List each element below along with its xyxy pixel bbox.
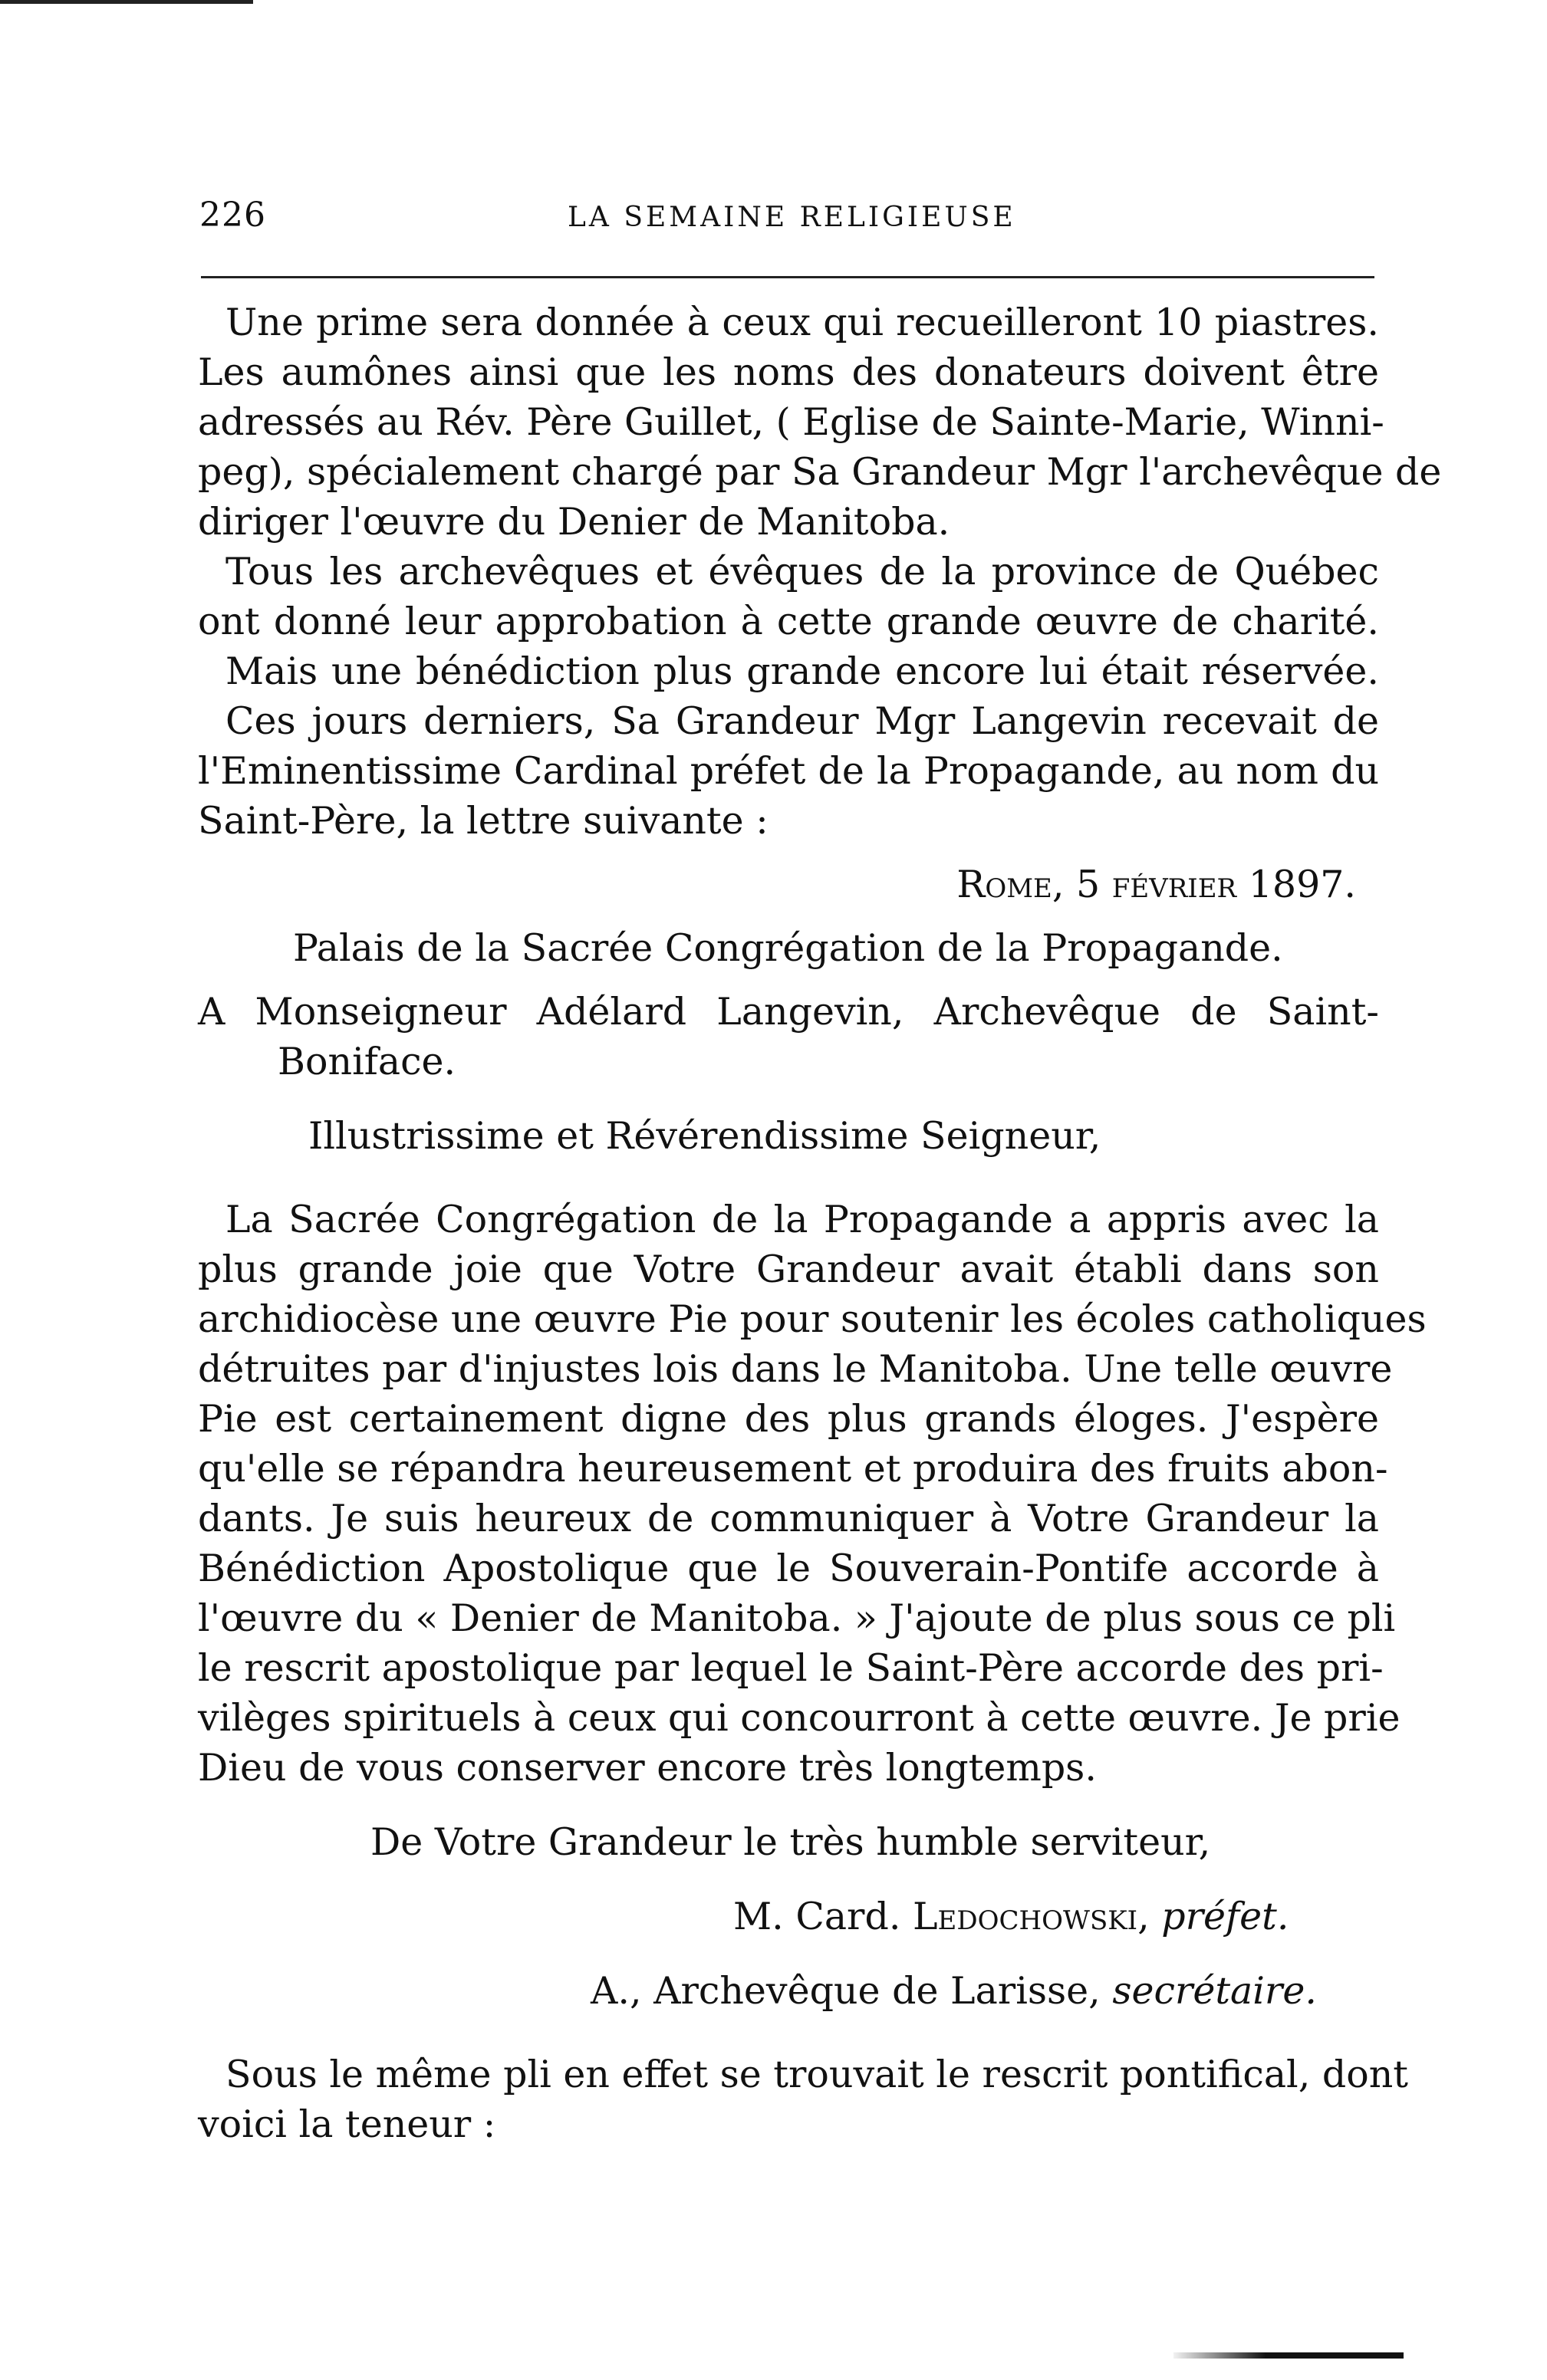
letter-closing: De Votre Grandeur le très humble serviteur, bbox=[370, 1820, 1211, 1864]
body-line: Les aumônes ainsi que les noms des donateurs doivent être bbox=[198, 350, 1379, 394]
letter-line: Pie est certainement digne des plus grands éloges. J'espère bbox=[198, 1397, 1379, 1441]
body-line: Sous le même pli en effet se trouvait le rescrit pontifical, dont bbox=[225, 2053, 1408, 2096]
body-line: l'Eminentissime Cardinal préfet de la Propagande, au nom du bbox=[198, 749, 1379, 793]
body-line: voici la teneur : bbox=[198, 2102, 496, 2146]
body-line: Ces jours derniers, Sa Grandeur Mgr Langevin recevait de bbox=[225, 699, 1379, 743]
body-line: Tous les archevêques et évêques de la province de Québec bbox=[225, 550, 1379, 593]
letter-line: plus grande joie que Votre Grandeur avait établi dans son bbox=[198, 1248, 1379, 1291]
letter-line: l'œuvre du « Denier de Manitoba. » J'ajoute de plus sous ce pli bbox=[198, 1596, 1396, 1640]
body-line: adressés au Rév. Père Guillet, ( Eglise de Sainte-Marie, Winni- bbox=[198, 400, 1384, 444]
letter-line: qu'elle se répandra heureusement et produira des fruits abon- bbox=[198, 1447, 1388, 1491]
letter-line: Bénédiction Apostolique que le Souverain-Pontife accorde à bbox=[198, 1547, 1379, 1590]
letter-origin: Palais de la Sacrée Congrégation de la Propagande. bbox=[293, 926, 1283, 970]
page-body bbox=[198, 298, 1442, 2149]
body-line: peg), spécialement chargé par Sa Grandeur Mgr l'archevêque de bbox=[198, 450, 1442, 494]
body-line: diriger l'œuvre du Denier de Manitoba. bbox=[198, 500, 950, 544]
letter-dateline: Rome, 5 février 1897. bbox=[956, 863, 1356, 906]
letter-addressee-cont: Boniface. bbox=[278, 1040, 456, 1083]
body-line: Une prime sera donnée à ceux qui recueilleront 10 piastres. bbox=[225, 301, 1379, 344]
letter-line: détruites par d'injustes lois dans le Manitoba. Une telle œuvre bbox=[198, 1347, 1393, 1391]
body-line: Mais une bénédiction plus grande encore lui était réservée. bbox=[225, 649, 1379, 693]
scan-edge-mark-bottom bbox=[1173, 2352, 1404, 2359]
letter-line: vilèges spirituels à ceux qui concourront à cette œuvre. Je prie bbox=[198, 1696, 1401, 1740]
letter-addressee: A Monseigneur Adélard Langevin, Archevêque de Saint- bbox=[198, 990, 1379, 1034]
scan-edge-mark bbox=[0, 0, 253, 4]
letter-line: Dieu de vous conserver encore très longtemps. bbox=[198, 1746, 1097, 1790]
signature-prefect: M. Card. Ledochowski, préfet. bbox=[733, 1895, 1289, 1938]
running-title: LA SEMAINE RELIGIEUSE bbox=[568, 202, 1016, 233]
letter-line: dants. Je suis heureux de communiquer à Votre Grandeur la bbox=[198, 1497, 1379, 1540]
signature-secretary: A., Archevêque de Larisse, secrétaire. bbox=[591, 1969, 1317, 2013]
letter-line: archidiocèse une œuvre Pie pour soutenir les écoles catholiques bbox=[198, 1297, 1427, 1341]
letter-salutation: Illustrissime et Révérendissime Seigneur, bbox=[308, 1114, 1101, 1158]
body-line: ont donné leur approbation à cette grande œuvre de charité. bbox=[198, 600, 1379, 643]
header-rule bbox=[201, 276, 1374, 278]
running-head bbox=[199, 196, 1381, 242]
body-line: Saint-Père, la lettre suivante : bbox=[198, 799, 769, 843]
page-number: 226 bbox=[199, 196, 266, 235]
letter-line: La Sacrée Congrégation de la Propagande a appris avec la bbox=[225, 1198, 1379, 1241]
letter-line: le rescrit apostolique par lequel le Saint-Père accorde des pri- bbox=[198, 1646, 1384, 1690]
